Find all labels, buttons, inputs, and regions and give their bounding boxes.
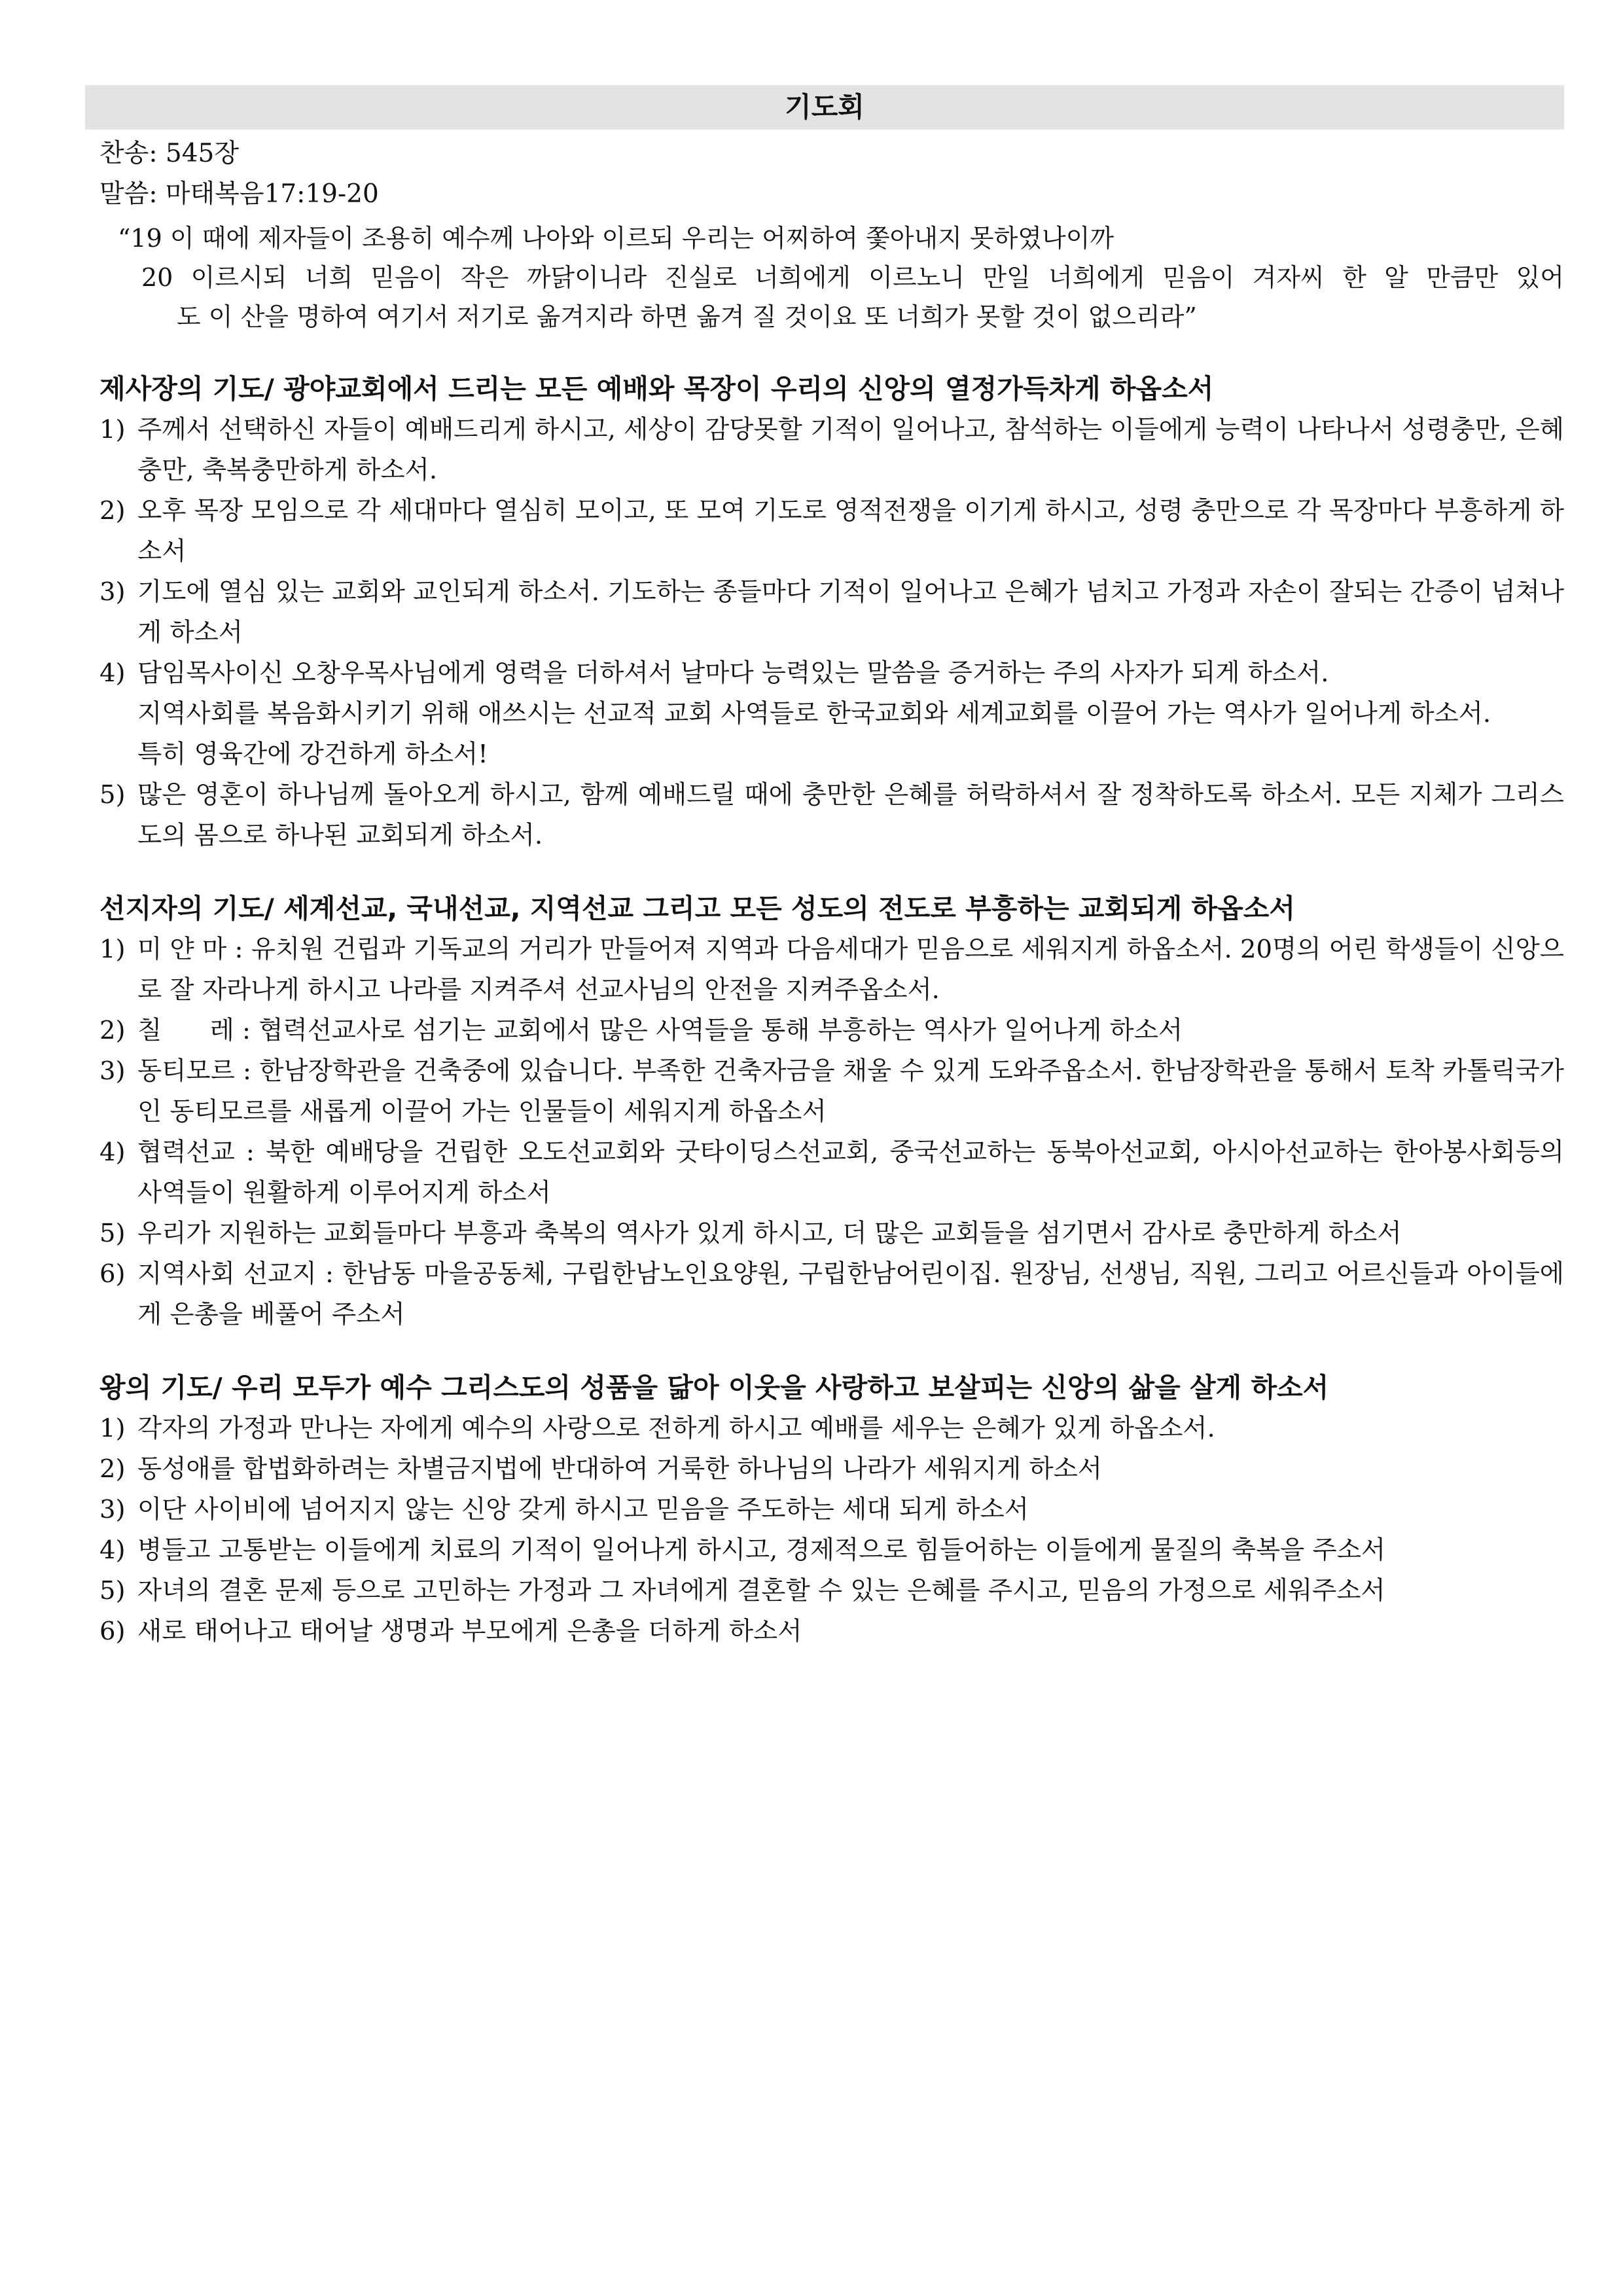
prayer-item bbox=[85, 410, 1564, 491]
page-title: 기도회 bbox=[85, 85, 1564, 130]
item-text: 동티모르 : 한남장학관을 건축중에 있습니다. 부족한 건축자금을 채울 수 있게 도와주옵소서. 한남장학관을 통해서 토착 카톨릭국가인 동티모르를 새롭게 이끌어 가는 인물들이 세워지게 하옵소서 bbox=[137, 1056, 1564, 1126]
prayer-item bbox=[85, 572, 1564, 653]
prayer-item bbox=[85, 1571, 1564, 1611]
item-text: 병들고 고통받는 이들에게 치료의 기적이 일어나게 하시고, 경제적으로 힘들어하는 이들에게 물질의 축복을 주소서 bbox=[137, 1535, 1386, 1565]
prophet-prayer-section bbox=[85, 888, 1564, 1335]
item-number: 1) bbox=[99, 935, 126, 964]
item-number: 5) bbox=[99, 1219, 126, 1248]
item-number: 3) bbox=[99, 577, 126, 607]
item-text: 이단 사이비에 넘어지지 않는 신앙 갖게 하시고 믿음을 주도하는 세대 되게 하소서 bbox=[137, 1495, 1029, 1524]
item-text: 협력선교 : 북한 예배당을 건립한 오도선교회와 굿타이딩스선교회, 중국선교하는 동북아선교회, 아시아선교하는 한아봉사회등의 사역들이 원활하게 이루어지게 하소서 bbox=[137, 1138, 1564, 1208]
item-text: 동성애를 합법화하려는 차별금지법에 반대하여 거룩한 하나님의 나라가 세워지게 하소서 bbox=[137, 1454, 1102, 1484]
prayer-item bbox=[85, 1449, 1564, 1490]
item-number: 5) bbox=[99, 1576, 126, 1605]
item-text: 주께서 선택하신 자들이 예배드리게 하시고, 세상이 감당못할 기적이 일어나고, 참석하는 이들에게 능력이 나타나서 성령충만, 은혜충만, 축복충만하게 하소서. bbox=[137, 415, 1564, 485]
item-number: 4) bbox=[99, 658, 126, 688]
prayer-item bbox=[85, 1011, 1564, 1051]
item-number: 1) bbox=[99, 415, 126, 444]
prayer-meeting-document bbox=[85, 85, 1564, 1652]
item-text: 새로 태어나고 태어날 생명과 부모에게 은총을 더하게 하소서 bbox=[137, 1617, 802, 1646]
item-number: 3) bbox=[99, 1056, 126, 1086]
verse-19: “19 이 때에 제자들이 조용히 예수께 나아와 이르되 우리는 어찌하여 쫓아내지 못하였나이까 bbox=[118, 224, 1115, 253]
prayer-item bbox=[85, 1213, 1564, 1254]
item-number: 6) bbox=[99, 1259, 126, 1289]
section-heading: 선지자의 기도/ 세계선교, 국내선교, 지역선교 그리고 모든 성도의 전도로 부흥하는 교회되게 하옵소서 bbox=[99, 893, 1295, 924]
scripture-quote bbox=[85, 219, 1564, 336]
item-text: 자녀의 결혼 문제 등으로 고민하는 가정과 그 자녀에게 결혼할 수 있는 은혜를 주시고, 믿음의 가정으로 세워주소서 bbox=[137, 1576, 1385, 1605]
prayer-item bbox=[85, 1530, 1564, 1571]
item-text: 미 얀 마 : 유치원 건립과 기독교의 거리가 만들어져 지역과 다음세대가 믿음으로 세워지게 하옵소서. 20명의 어린 학생들이 신앙으로 잘 자라나게 하시고 나라를 지켜주셔 선교사님의 안전을 지켜주옵소서. bbox=[137, 935, 1564, 1005]
prayer-item bbox=[85, 929, 1564, 1011]
item-number: 2) bbox=[99, 1454, 126, 1484]
hymn-line: 찬송: 545장 bbox=[99, 139, 239, 168]
prayer-item bbox=[85, 775, 1564, 856]
item-number: 3) bbox=[99, 1495, 126, 1524]
item-text: 오후 목장 모임으로 각 세대마다 열심히 모이고, 또 모여 기도로 영적전쟁을 이기게 하시고, 성령 충만으로 각 목장마다 부흥하게 하소서 bbox=[137, 496, 1564, 566]
item-number: 5) bbox=[99, 780, 126, 810]
prayer-list bbox=[85, 1408, 1564, 1652]
prayer-item bbox=[85, 1408, 1564, 1449]
prayer-item bbox=[85, 1051, 1564, 1132]
section-heading: 왕의 기도/ 우리 모두가 예수 그리스도의 성품을 닮아 이웃을 사랑하고 보살피는 신앙의 삶을 살게 하소서 bbox=[99, 1372, 1329, 1403]
prayer-list bbox=[85, 929, 1564, 1335]
prayer-item bbox=[85, 1254, 1564, 1335]
item-text: 지역사회 선교지 : 한남동 마을공동체, 구립한남노인요양원, 구립한남어린이집. 원장님, 선생님, 직원, 그리고 어르신들과 아이들에게 은총을 베풀어 주소서 bbox=[137, 1259, 1564, 1329]
item-number: 4) bbox=[99, 1535, 126, 1565]
prayer-item bbox=[85, 1132, 1564, 1213]
item-number: 6) bbox=[99, 1617, 126, 1646]
item-text: 담임목사이신 오창우목사님에게 영력을 더하셔서 날마다 능력있는 말씀을 증거하는 주의 사자가 되게 하소서. 지역사회를 복음화시키기 위해 애쓰시는 선교적 교회 사역들로 한국교회와 세계교회를 이끌어 가는 역사가 일어나게 하소서. 특히 영육간에 강건하게 하소서! bbox=[137, 658, 1491, 769]
priest-prayer-section bbox=[85, 368, 1564, 856]
prayer-item bbox=[85, 1611, 1564, 1652]
item-text: 기도에 열심 있는 교회와 교인되게 하소서. 기도하는 종들마다 기적이 일어나고 은혜가 넘치고 가정과 자손이 잘되는 간증이 넘쳐나게 하소서 bbox=[137, 577, 1564, 647]
prayer-item bbox=[85, 1490, 1564, 1530]
item-number: 2) bbox=[99, 1016, 126, 1045]
item-text: 많은 영혼이 하나님께 돌아오게 하시고, 함께 예배드릴 때에 충만한 은혜를 허락하셔서 잘 정착하도록 하소서. 모든 지체가 그리스도의 몸으로 하나된 교회되게 하소서. bbox=[137, 780, 1564, 850]
prayer-item bbox=[85, 491, 1564, 572]
verse-20-continued: 도 이 산을 명하여 여기서 저기로 옮겨지라 하면 옮겨 질 것이요 또 너희가 못할 것이 없으리라” bbox=[177, 302, 1197, 331]
item-text: 우리가 지원하는 교회들마다 부흥과 축복의 역사가 있게 하시고, 더 많은 교회들을 섬기면서 감사로 충만하게 하소서 bbox=[137, 1219, 1402, 1248]
item-text: 각자의 가정과 만나는 자에게 예수의 사랑으로 전하게 하시고 예배를 세우는 은혜가 있게 하옵소서. bbox=[137, 1414, 1215, 1443]
item-text: 칠 레 : 협력선교사로 섬기는 교회에서 많은 사역들을 통해 부흥하는 역사가 일어나게 하소서 bbox=[137, 1016, 1183, 1045]
king-prayer-section bbox=[85, 1367, 1564, 1652]
prayer-list bbox=[85, 410, 1564, 856]
prayer-item bbox=[85, 653, 1564, 775]
item-number: 4) bbox=[99, 1138, 126, 1167]
item-number: 1) bbox=[99, 1414, 126, 1443]
scripture-reference: 말씀: 마태복음17:19-20 bbox=[99, 179, 379, 209]
verse-20: 20 이르시되 너희 믿음이 작은 까닭이니라 진실로 너희에게 이르노니 만일 너희에게 믿음이 겨자씨 한 알 만큼만 있어 bbox=[141, 263, 1564, 292]
section-heading: 제사장의 기도/ 광야교회에서 드리는 모든 예배와 목장이 우리의 신앙의 열정가득차게 하옵소서 bbox=[99, 373, 1214, 404]
item-number: 2) bbox=[99, 496, 126, 526]
